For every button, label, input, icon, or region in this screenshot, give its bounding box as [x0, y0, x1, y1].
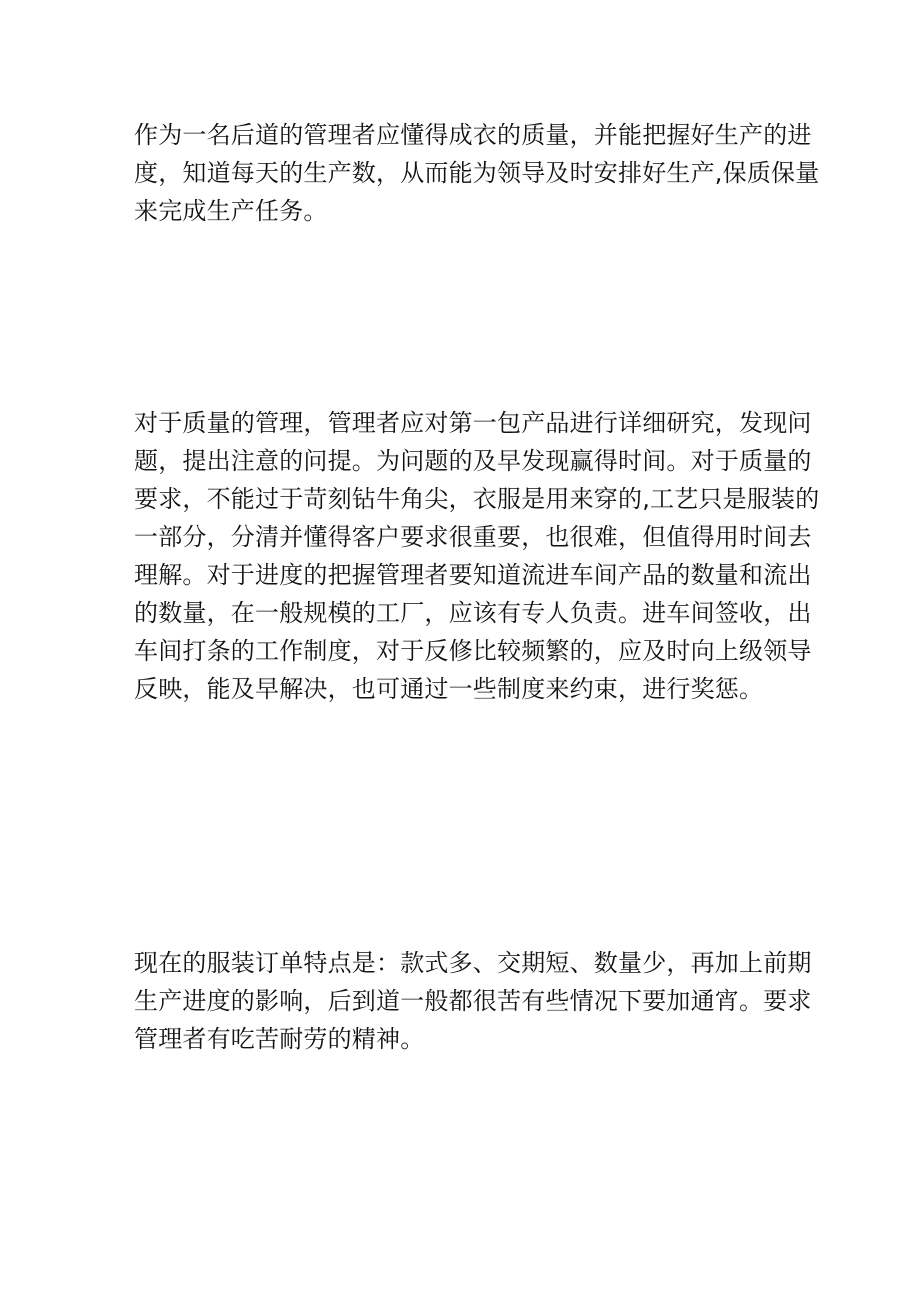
- paragraph-line: 的数量，在一般规模的工厂，应该有专人负责。进车间签收，出: [134, 599, 812, 627]
- paragraph-line: 车间打条的工作制度，对于反修比较频繁的，应及时向上级领导: [134, 637, 812, 665]
- paragraph-line: 生产进度的影响，后到道一般都很苦有些情况下要加通宵。要求: [134, 987, 812, 1015]
- paragraph-line: 管理者有吃苦耐劳的精神。: [134, 1025, 425, 1053]
- paragraph-line: 反映，能及早解决，也可通过一些制度来约束，进行奖惩。: [134, 675, 764, 703]
- paragraph-line: 要求，不能过于苛刻钻牛角尖，衣服是用来穿的,工艺只是服装的: [134, 485, 820, 513]
- paragraph-line: 理解。对于进度的把握管理者要知道流进车间产品的数量和流出: [134, 561, 812, 589]
- paragraph-quality-and-progress-intro: [134, 116, 820, 230]
- paragraph-order-characteristics: [134, 944, 812, 1058]
- paragraph-line: 一部分，分清并懂得客户要求很重要，也很难，但值得用时间去: [134, 523, 812, 551]
- paragraph-line: 对于质量的管理，管理者应对第一包产品进行详细研究，发现问: [134, 409, 812, 437]
- paragraph-line: 题，提出注意的问提。为问题的及早发现赢得时间。对于质量的: [134, 447, 812, 475]
- paragraph-line: 现在的服装订单特点是：款式多、交期短、数量少，再加上前期: [134, 949, 812, 977]
- paragraph-line: 来完成生产任务。: [134, 197, 328, 225]
- paragraph-line: 作为一名后道的管理者应懂得成衣的质量，并能把握好生产的进: [134, 121, 812, 149]
- paragraph-line: 度，知道每天的生产数，从而能为领导及时安排好生产,保质保量: [134, 159, 820, 187]
- paragraph-quality-management: [134, 404, 820, 708]
